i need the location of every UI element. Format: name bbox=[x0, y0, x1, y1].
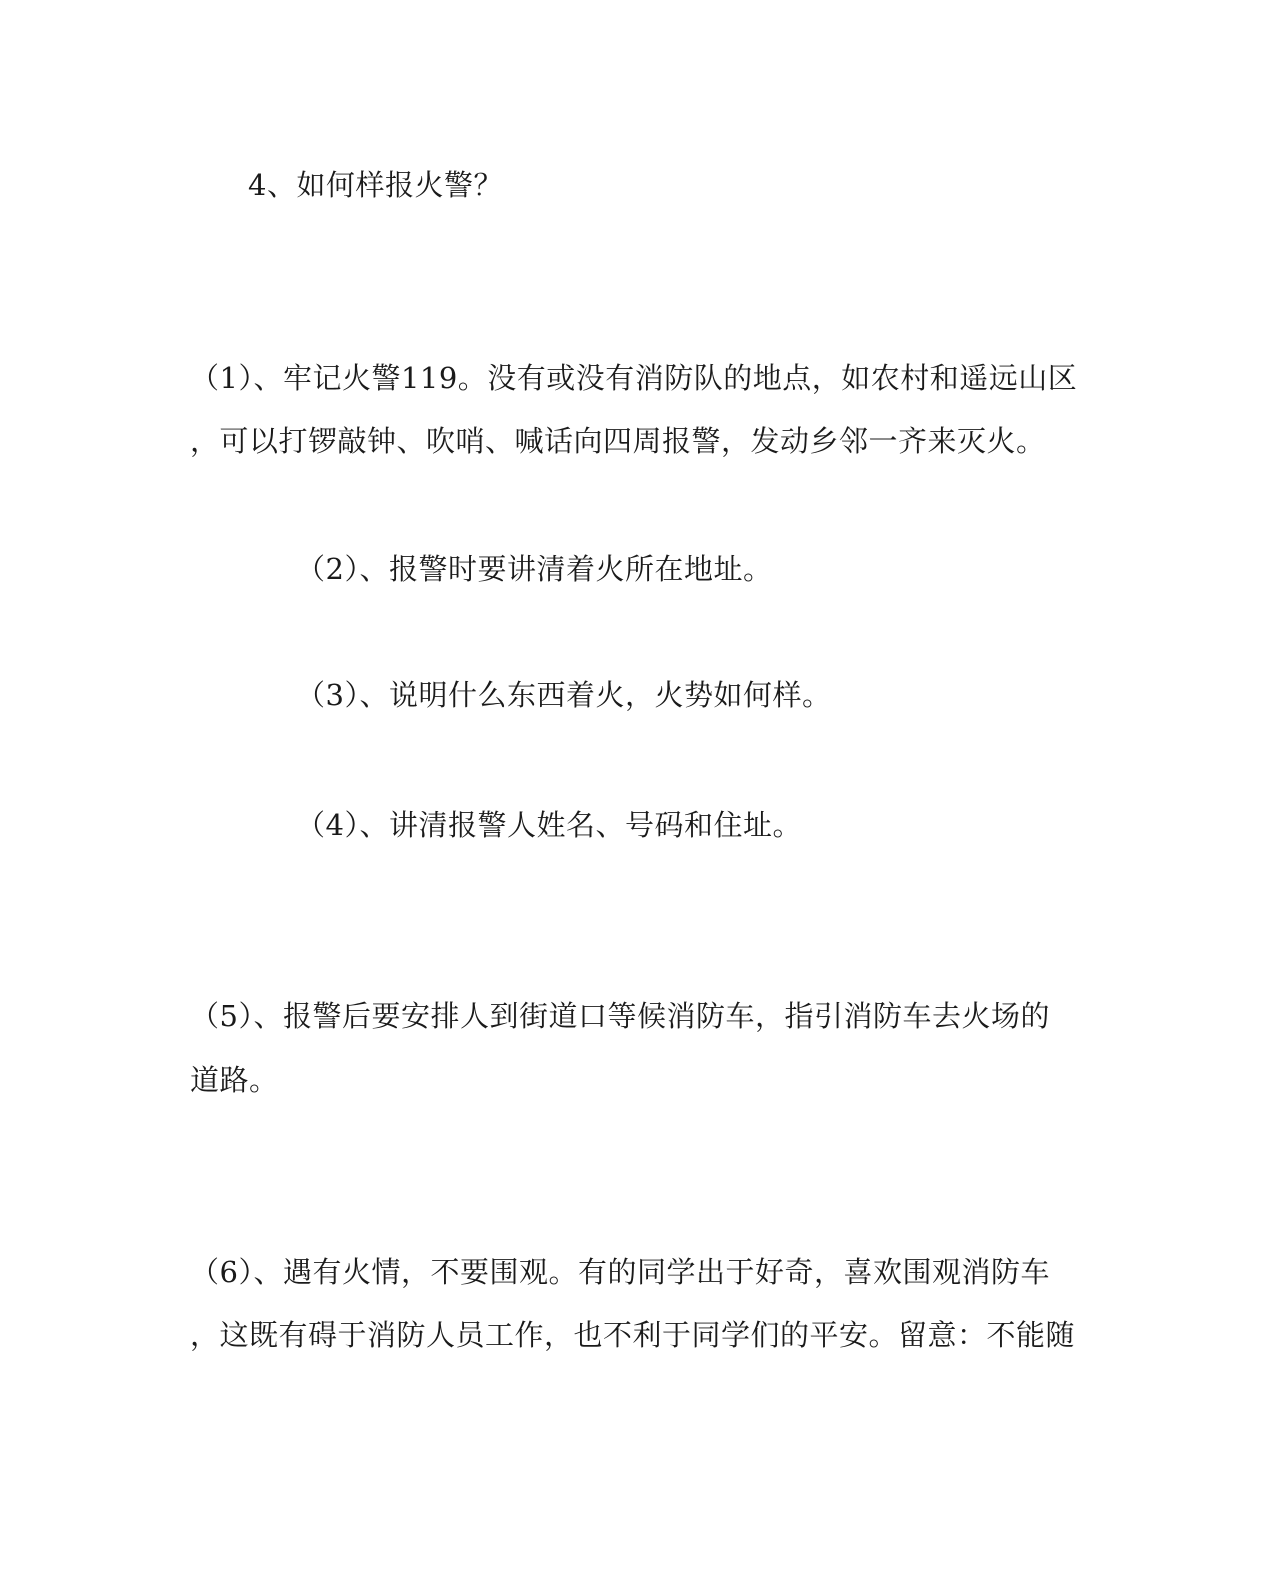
item-3: （3）、说明什么东西着火，火势如何样。 bbox=[296, 678, 832, 712]
item-1-line-1: （1）、牢记火警119。没有或没有消防队的地点，如农村和遥远山区 bbox=[190, 361, 1078, 395]
item-6-line-2: ，这既有碍于消防人员工作，也不利于同学们的平安。留意：不能随 bbox=[190, 1318, 1076, 1352]
section-heading: 4、如何样报火警？ bbox=[248, 168, 503, 202]
item-4: （4）、讲清报警人姓名、号码和住址。 bbox=[296, 808, 802, 842]
item-2: （2）、报警时要讲清着火所在地址。 bbox=[296, 552, 773, 586]
item-5-line-2: 道路。 bbox=[190, 1063, 279, 1097]
item-1-line-2: ，可以打锣敲钟、吹哨、喊话向四周报警，发动乡邻一齐来灭火。 bbox=[190, 424, 1046, 458]
item-6-line-1: （6）、遇有火情，不要围观。有的同学出于好奇，喜欢围观消防车 bbox=[190, 1255, 1050, 1289]
item-5-line-1: （5）、报警后要安排人到街道口等候消防车，指引消防车去火场的 bbox=[190, 999, 1050, 1033]
